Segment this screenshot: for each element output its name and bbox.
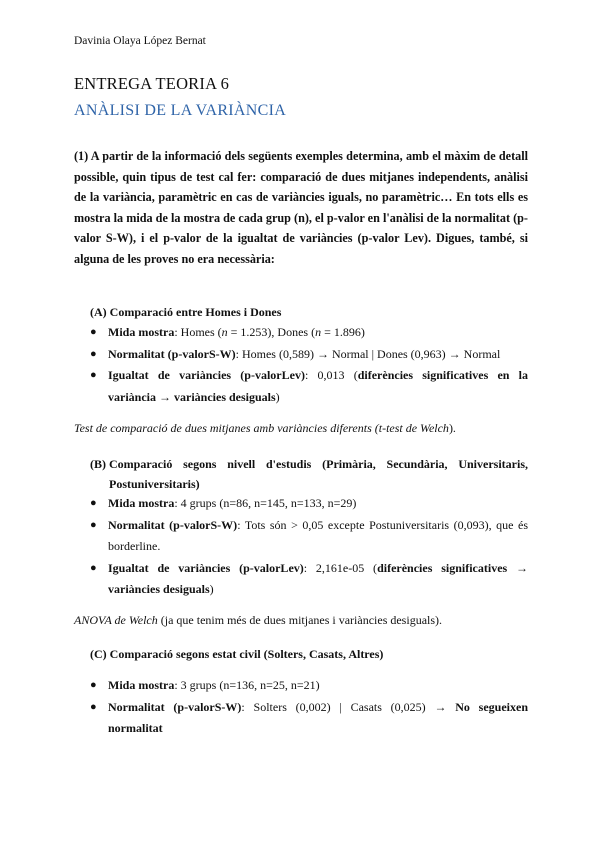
item-text: ) bbox=[209, 582, 214, 596]
section-c-title: Comparació segons estat civil (Solters, Casats, Altres) bbox=[109, 647, 384, 661]
document-subtitle: ANÀLISI DE LA VARIÀNCIA bbox=[74, 102, 287, 119]
section-b-conclusion bbox=[74, 613, 442, 628]
list-item bbox=[90, 697, 528, 740]
section-b-title: Comparació segons nivell d'estudis (Primària, Secundària, Universitaris, Postuniversitaris) bbox=[109, 457, 528, 491]
bullet-icon: ● bbox=[90, 347, 97, 360]
list-item bbox=[90, 675, 528, 697]
item-text: : Solters (0,002) | Casats (0,025) → bbox=[241, 699, 456, 714]
item-text: diferències significatives en la variància → variàncies desiguals bbox=[108, 368, 528, 404]
document-title: ENTREGA TEORIA 6 bbox=[74, 74, 230, 93]
section-c-tag: (C) bbox=[90, 647, 107, 661]
list-item bbox=[90, 365, 528, 408]
list-item bbox=[90, 493, 528, 515]
list-item bbox=[90, 344, 528, 366]
item-text: = 1.253), Dones ( bbox=[227, 325, 316, 339]
item-text: : 0,013 ( bbox=[304, 368, 358, 382]
header-author: Davinia Olaya López Bernat bbox=[74, 35, 206, 47]
item-text: : Homes ( bbox=[174, 325, 222, 339]
section-a-tag: (A) bbox=[90, 305, 107, 319]
item-label: Igualtat de variàncies (p-valorLev) bbox=[108, 560, 304, 575]
item-label: Mida mostra bbox=[108, 678, 175, 692]
bullet-icon: ● bbox=[90, 497, 97, 509]
section-a-title: Comparació entre Homes i Dones bbox=[109, 305, 282, 319]
list-item bbox=[90, 558, 528, 601]
item-text: n bbox=[221, 325, 228, 339]
section-a-conclusion bbox=[74, 421, 456, 436]
conclusion-text: (ja que tenim més de dues mitjanes i variàncies desiguals). bbox=[157, 613, 443, 627]
bullet-icon: ● bbox=[90, 326, 97, 338]
bullet-icon: ● bbox=[90, 369, 97, 381]
item-text: : 4 grups (n=86, n=145, n=133, n=29) bbox=[174, 496, 357, 510]
list-item bbox=[90, 322, 528, 344]
section-b-list bbox=[90, 493, 528, 601]
item-label: Mida mostra bbox=[108, 496, 175, 510]
section-a-heading bbox=[90, 305, 281, 320]
section-a-list bbox=[90, 322, 528, 408]
item-text: ) bbox=[275, 389, 280, 404]
list-item bbox=[90, 515, 528, 558]
question-intro: (1) A partir de la informació dels següents exemples determina, amb el màxim de detall possible, quin tipus de test cal fer: comparació de dues mitjanes independents, anàlisi de la variància, paramètric en cas de variàncies iguals, no paramètric… En tots ells es mostra la mida de la mostra de cada grup (n), el p-valor en l'anàlisi de la normalitat (p-valor S-W), i el p-valor de la igualtat de variàncies (p-valor Lev). Digues, també, si alguna de les proves no era necessària: bbox=[74, 149, 528, 266]
item-label: Normalitat (p-valorS-W) bbox=[108, 699, 242, 714]
conclusion-text: t-test de Welch bbox=[378, 421, 449, 435]
conclusion-text: Test de comparació de dues mitjanes amb variàncies diferents ( bbox=[74, 421, 379, 435]
section-c-list bbox=[90, 675, 528, 740]
bullet-icon: ● bbox=[90, 679, 97, 691]
conclusion-text: ANOVA de Welch bbox=[74, 613, 158, 627]
bullet-icon: ● bbox=[90, 561, 97, 574]
item-text: No segueixen normalitat bbox=[108, 699, 529, 735]
conclusion-text: ). bbox=[448, 421, 456, 435]
section-b-heading bbox=[90, 455, 528, 494]
item-label: Normalitat (p-valorS-W) bbox=[108, 517, 238, 532]
section-b-tag: (B) bbox=[90, 457, 106, 471]
item-text: : 3 grups (n=136, n=25, n=21) bbox=[174, 678, 320, 692]
item-label: Normalitat (p-valorS-W) bbox=[108, 346, 236, 361]
bullet-icon: ● bbox=[90, 518, 97, 531]
item-text: : 2,161e-05 ( bbox=[303, 560, 378, 575]
item-text: : Homes (0,589) → Normal | Dones (0,963) → Normal bbox=[235, 346, 501, 361]
item-text: : Tots són > 0,05 excepte Postuniversitaris (0,093), que és borderline. bbox=[108, 517, 528, 553]
item-label: Mida mostra bbox=[108, 325, 175, 339]
item-label: Igualtat de variàncies (p-valorLev) bbox=[108, 368, 305, 382]
item-text: n bbox=[315, 325, 322, 339]
bullet-icon: ● bbox=[90, 700, 97, 713]
item-text: diferències significatives → variàncies desiguals bbox=[108, 560, 529, 596]
section-c-heading bbox=[90, 647, 383, 662]
item-text: = 1.896) bbox=[321, 325, 365, 339]
